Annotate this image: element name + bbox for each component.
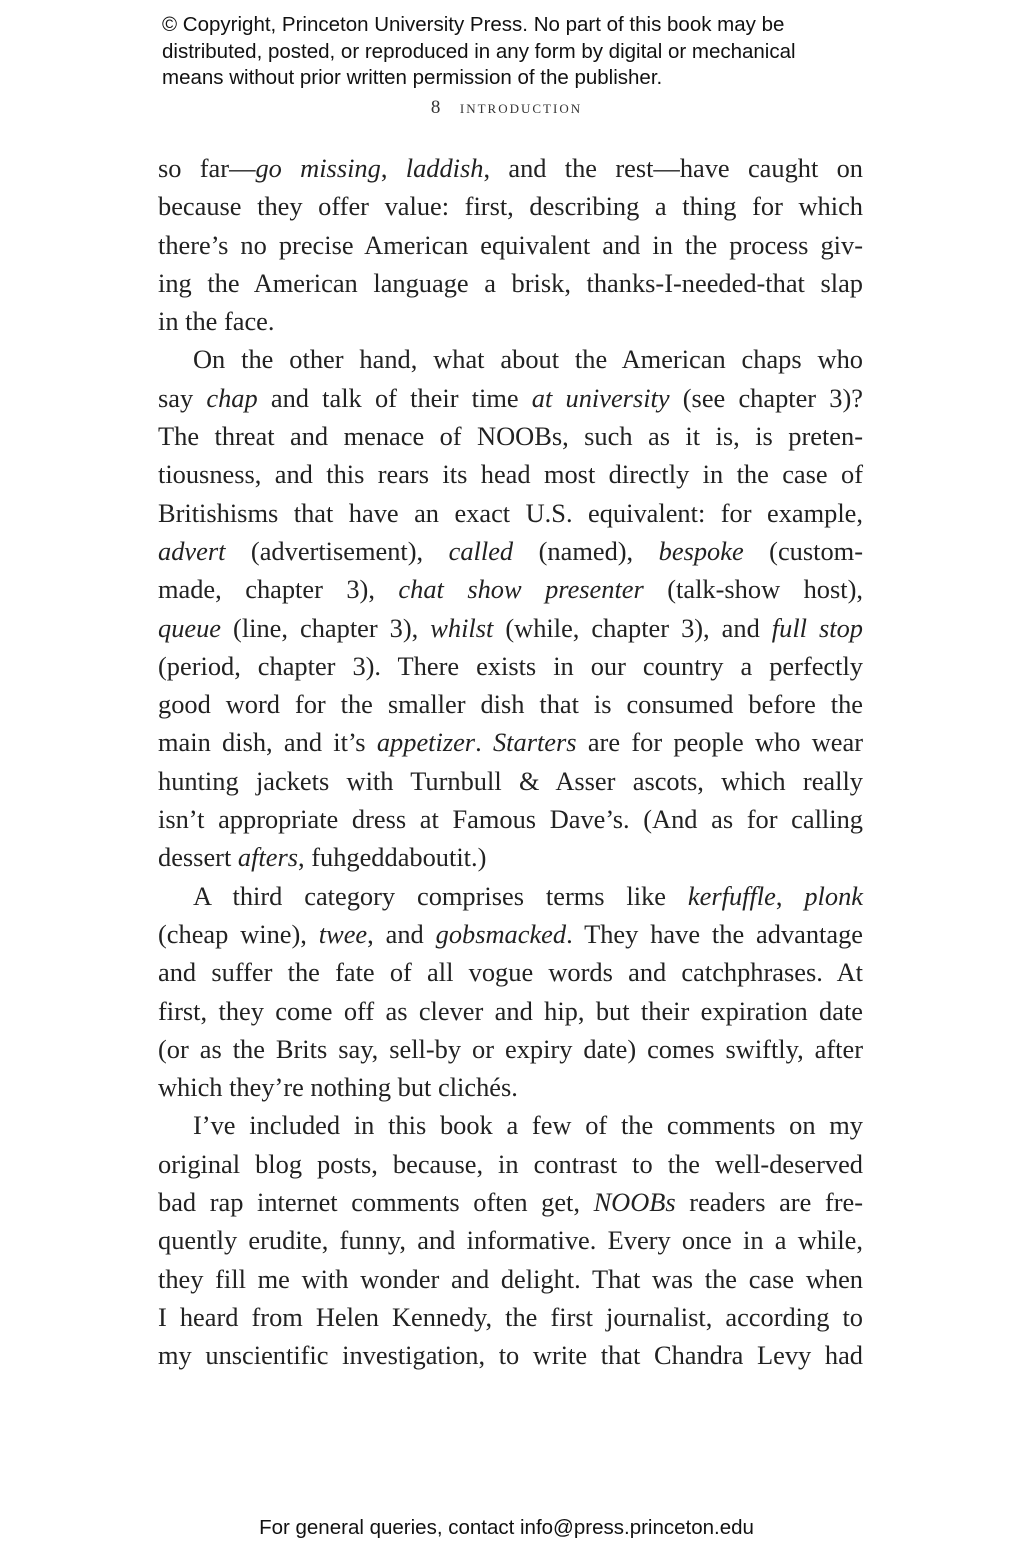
text-line: my unscientific investigation, to write that Chandra Levy had [158,1340,863,1371]
running-head [0,97,1013,119]
contact-footer: For general queries, contact info@press.princeton.edu [259,1516,754,1539]
text-line: On the other hand, what about the American chaps who [193,344,863,375]
copyright-notice [162,12,882,92]
text-line: made, chapter 3), chat show presenter (talk-show host), [158,574,863,605]
text-line: dessert afters, fuhgeddaboutit.) [158,842,487,873]
text-line: quently erudite, funny, and informative. Every once in a while, [158,1225,863,1256]
text-line: Britishisms that have an exact U.S. equivalent: for example, [158,497,863,528]
text-line: The threat and menace of NOOBs, such as it is, is preten- [158,421,863,452]
page-number: 8 [430,97,442,118]
text-line: main dish, and it’s appetizer. Starters are for people who wear [158,727,864,758]
text-line: in the face. [158,306,275,337]
text-line: (cheap wine), twee, and gobsmacked. They have the advantage [158,918,864,949]
text-line: original blog posts, because, in contrast to the well-deserved [158,1148,863,1179]
text-line: there’s no precise American equivalent and in the process giv- [158,229,863,260]
text-line: I heard from Helen Kennedy, the first journalist, according to [158,1301,863,1332]
text-line: bad rap internet comments often get, NOOBs readers are fre- [158,1187,863,1218]
text-line: A third category comprises terms like kerfuffle, plonk [193,880,863,911]
text-line: tiousness, and this rears its head most directly in the case of [158,459,863,490]
text-line: and suffer the fate of all vogue words and catchphrases. At [158,957,863,988]
text-line: isn’t appropriate dress at Famous Dave’s. (And as for calling [158,804,863,835]
text-line: which they’re nothing but clichés. [158,1072,518,1103]
copyright-line: means without prior written permission of the publisher. [162,66,663,89]
copyright-line: distributed, posted, or reproduced in any form by digital or mechanical [162,39,796,63]
text-line: ing the American language a brisk, thanks-I-needed-that slap [158,267,863,298]
text-line: they fill me with wonder and delight. That was the case when [158,1263,863,1294]
text-line: I’ve included in this book a few of the comments on my [193,1110,863,1141]
body-text [158,149,863,1375]
text-line: say chap and talk of their time at university (see chapter 3)? [158,382,863,413]
text-line: first, they come off as clever and hip, but their expiration date [158,995,863,1026]
text-line: hunting jackets with Turnbull & Asser ascots, which really [158,765,863,796]
text-line: so far—go missing, laddish, and the rest—have caught on [158,153,863,183]
text-line: advert (advertisement), called (named), bespoke (custom- [158,535,863,566]
text-line: good word for the smaller dish that is consumed before the [158,689,863,720]
text-line: (or as the Brits say, sell-by or expiry date) comes swiftly, after [158,1033,863,1064]
text-line: queue (line, chapter 3), whilst (while, chapter 3), and full stop [158,612,863,643]
section-title: introduction [459,97,583,118]
copyright-line: © Copyright, Princeton University Press. No part of this book may be [162,13,785,36]
text-line: (period, chapter 3). There exists in our country a perfectly [158,650,863,681]
text-line: because they offer value: first, describing a thing for which [158,191,863,222]
